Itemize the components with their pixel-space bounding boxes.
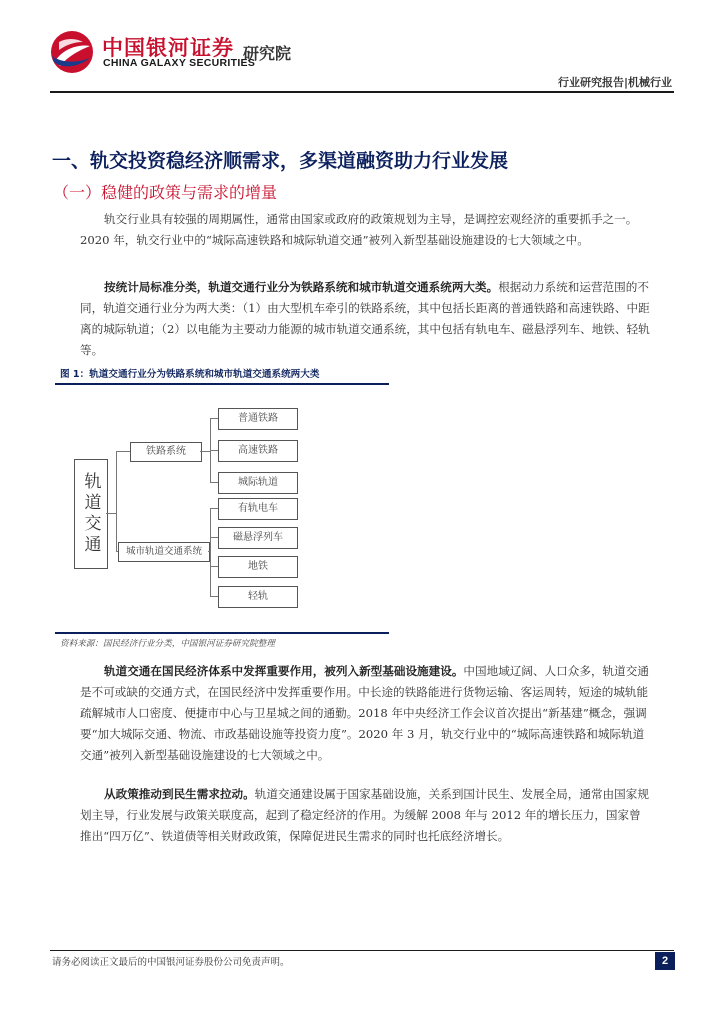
section-subtitle: （一）稳健的政策与需求的增量 [53,183,278,202]
page-number: 2 [655,952,675,970]
brand-name-cn: 中国银河证券 [102,36,234,60]
figure-title: 图 1：轨道交通行业分为铁路系统和城市轨道交通系统两大类 [60,369,320,380]
footer-disclaimer: 请务必阅读正文最后的中国银河证券股份公司免责声明。 [52,957,290,968]
galaxy-logo-icon [50,30,94,74]
figure-bottom-rule [55,632,389,634]
brand-institute: 研究院 [243,44,292,63]
footer-divider [50,950,674,951]
paragraph-2-text: 根据动力系统和运营范围的不同，轨道交通行业分为两大类：（1）由大型机车牵引的铁路系统，其中包括长距离的普通铁路和高速铁路、中距离的城际轨道；（2）以电能为主要动力能源的城市轨道交通系统，其中包括有轨电车、磁悬浮列车、地铁、轻轨等。 [80,280,650,357]
paragraph-4-lead: 从政策推动到民生需求拉动。 [104,787,255,801]
diagram-connector [106,513,116,514]
brand-name-en: CHINA GALAXY SECURITIES [103,57,256,69]
diagram-connector [210,537,218,538]
diagram-item-intercity-rail: 城际轨道 [218,472,298,494]
diagram-branch-railway: 铁路系统 [130,442,202,462]
diagram-connector [210,482,218,483]
diagram-connector [210,566,218,567]
paragraph-2 [80,277,650,361]
diagram-item-high-speed-rail: 高速铁路 [218,440,298,462]
diagram-connector [200,451,210,452]
diagram-connector [116,451,117,551]
paragraph-2-lead: 按统计局标准分类，轨道交通行业分为铁路系统和城市轨道交通系统两大类。 [104,280,499,294]
diagram-root-label: 轨道交通 [80,472,101,556]
diagram-item-conventional-rail: 普通铁路 [218,408,298,430]
diagram-connector [116,451,130,452]
paragraph-1-text: 轨交行业具有较强的周期属性，通常由国家或政府的政策规划为主导，是调控宏观经济的重要抓手之一。2020 年，轨交行业中的“城际高速铁路和城际轨道交通”被列入新型基础设施建设的七大领域之中。 [80,212,638,247]
diagram-item-tram: 有轨电车 [218,498,298,520]
paragraph-1 [80,209,650,251]
figure-source: 资料来源：国民经济行业分类，中国银河证券研究院整理 [60,639,275,649]
diagram-connector [210,418,218,419]
diagram-item-light-rail: 轻轨 [218,586,298,608]
paragraph-4 [80,784,650,847]
diagram-connector [210,508,211,596]
paragraph-3 [80,661,650,766]
header-divider [50,91,674,93]
paragraph-3-text: 中国地域辽阔、人口众多，轨道交通是不可或缺的交通方式，在国民经济中发挥重要作用。中长途的铁路能进行货物运输、客运周转，短途的城轨能疏解城市人口密度、便捷市中心与卫星城之间的通勤。2018 年中央经济工作会议首次提出“新基建”概念，强调要“加大城际交通、物流、市政基础设施等投资力度”。2020 年 3 月，轨交行业中的“城际高速铁路和城际轨道交通”被列入新型基础设施建设的七大领域之中。 [80,664,649,762]
diagram-connector [210,596,218,597]
diagram-root-box [74,459,108,569]
paragraph-4-text: 轨道交通建设属于国家基础设施，关系到国计民生、发展全局，通常由国家规划主导，行业发展与政策关联度高，起到了稳定经济的作用。为缓解 2008 年与 2012 年的增长压力，国家曾推出“四万亿”、铁道债等相关财政政策，保障促进民生需求的同时也托底经济增长。 [80,787,649,843]
diagram-connector [210,508,218,509]
paragraph-3-lead: 轨道交通在国民经济体系中发挥重要作用，被列入新型基础设施建设。 [104,664,464,678]
report-tag: 行业研究报告|机械行业 [557,76,672,89]
diagram-item-metro: 地铁 [218,556,298,578]
diagram-connector [210,450,218,451]
section-title: 一、轨交投资稳经济顺需求，多渠道融资助力行业发展 [52,150,509,172]
diagram-item-maglev: 磁悬浮列车 [218,527,298,549]
diagram-branch-urban-rail: 城市轨道交通系统 [118,542,210,562]
figure-top-rule [55,383,389,385]
